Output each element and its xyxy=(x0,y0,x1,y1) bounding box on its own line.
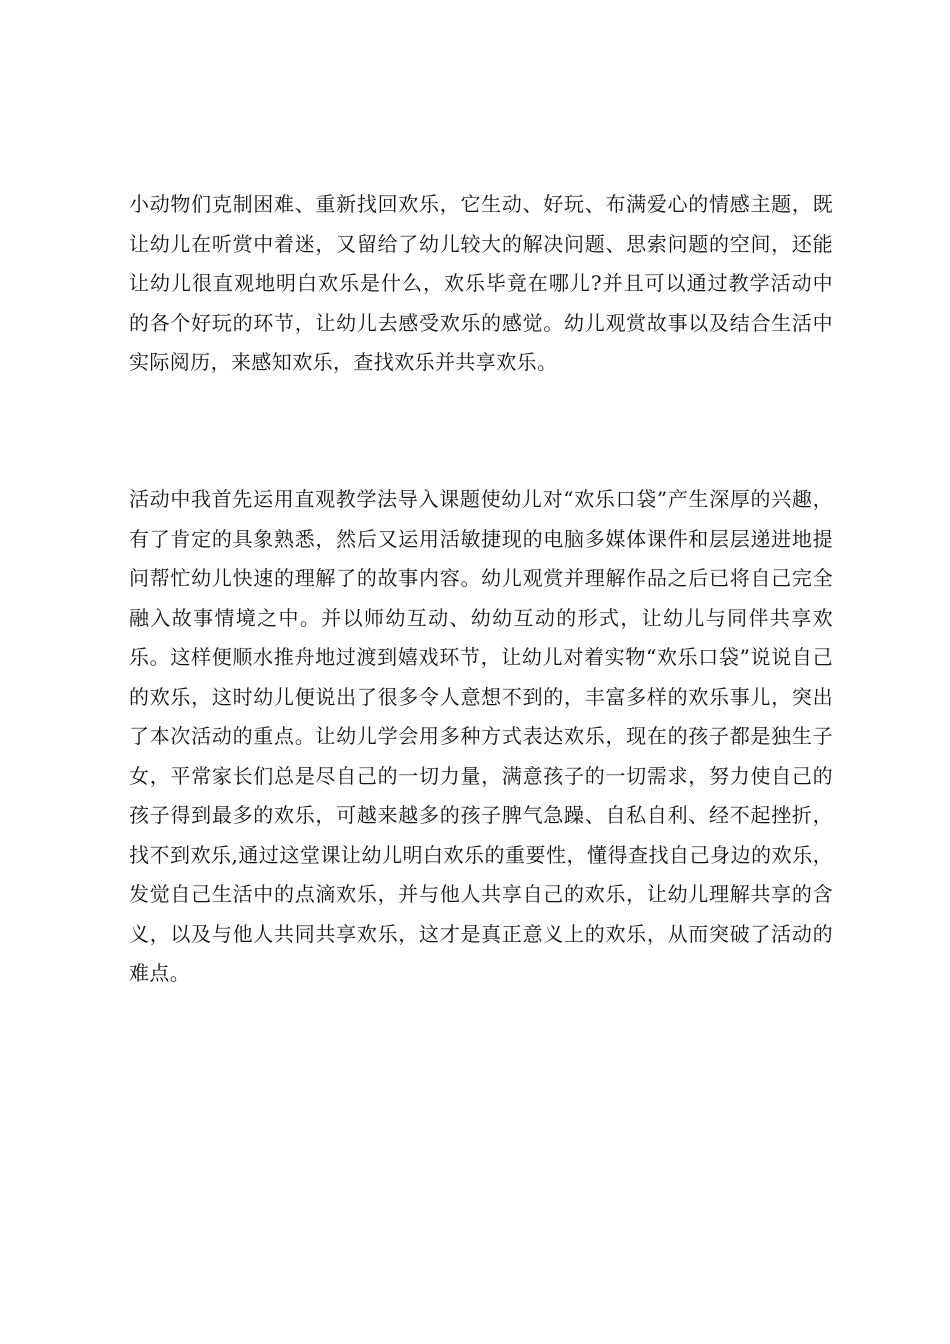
paragraph-1: 小动物们克制困难、重新找回欢乐，它生动、好玩、布满爱心的情感主题，既让幼儿在听赏中着迷，又留给了幼儿较大的解决问题、思索问题的空间，还能让幼儿很直观地明白欢乐是什么，欢乐毕竟在哪儿?并且可以通过教学活动中的各个好玩的环节，让幼儿去感受欢乐的感觉。幼儿观赏故事以及结合生活中实际阅历，来感知欢乐，查找欢乐并共享欢乐。 xyxy=(129,192,833,374)
paragraph-block-2 xyxy=(129,480,833,994)
paragraph-2: 活动中我首先运用直观教学法导入课题使幼儿对“欢乐口袋”产生深厚的兴趣，有了肯定的具象熟悉，然后又运用活敏捷现的电脑多媒体课件和层层递进地提问帮忙幼儿快速的理解了的故事内容。幼儿观赏并理解作品之后已将自己完全融入故事情境之中。并以师幼互动、幼幼互动的形式，让幼儿与同伴共享欢乐。这样便顺水推舟地过渡到嬉戏环节，让幼儿对着实物“欢乐口袋”说说自己的欢乐，这时幼儿便说出了很多令人意想不到的，丰富多样的欢乐事儿，突出了本次活动的重点。让幼儿学会用多种方式表达欢乐，现在的孩子都是独生子女，平常家长们总是尽自己的一切力量，满意孩子的一切需求，努力使自己的孩子得到最多的欢乐，可越来越多的孩子脾气急躁、自私自利、经不起挫折，找不到欢乐,通过这堂课让幼儿明白欢乐的重要性，懂得查找自己身边的欢乐，发觉自己生活中的点滴欢乐，并与他人共享自己的欢乐，让幼儿理解共享的含义，以及与他人共同共享欢乐，这才是真正意义上的欢乐，从而突破了活动的难点。 xyxy=(129,487,833,985)
paragraph-block-1 xyxy=(129,185,833,383)
